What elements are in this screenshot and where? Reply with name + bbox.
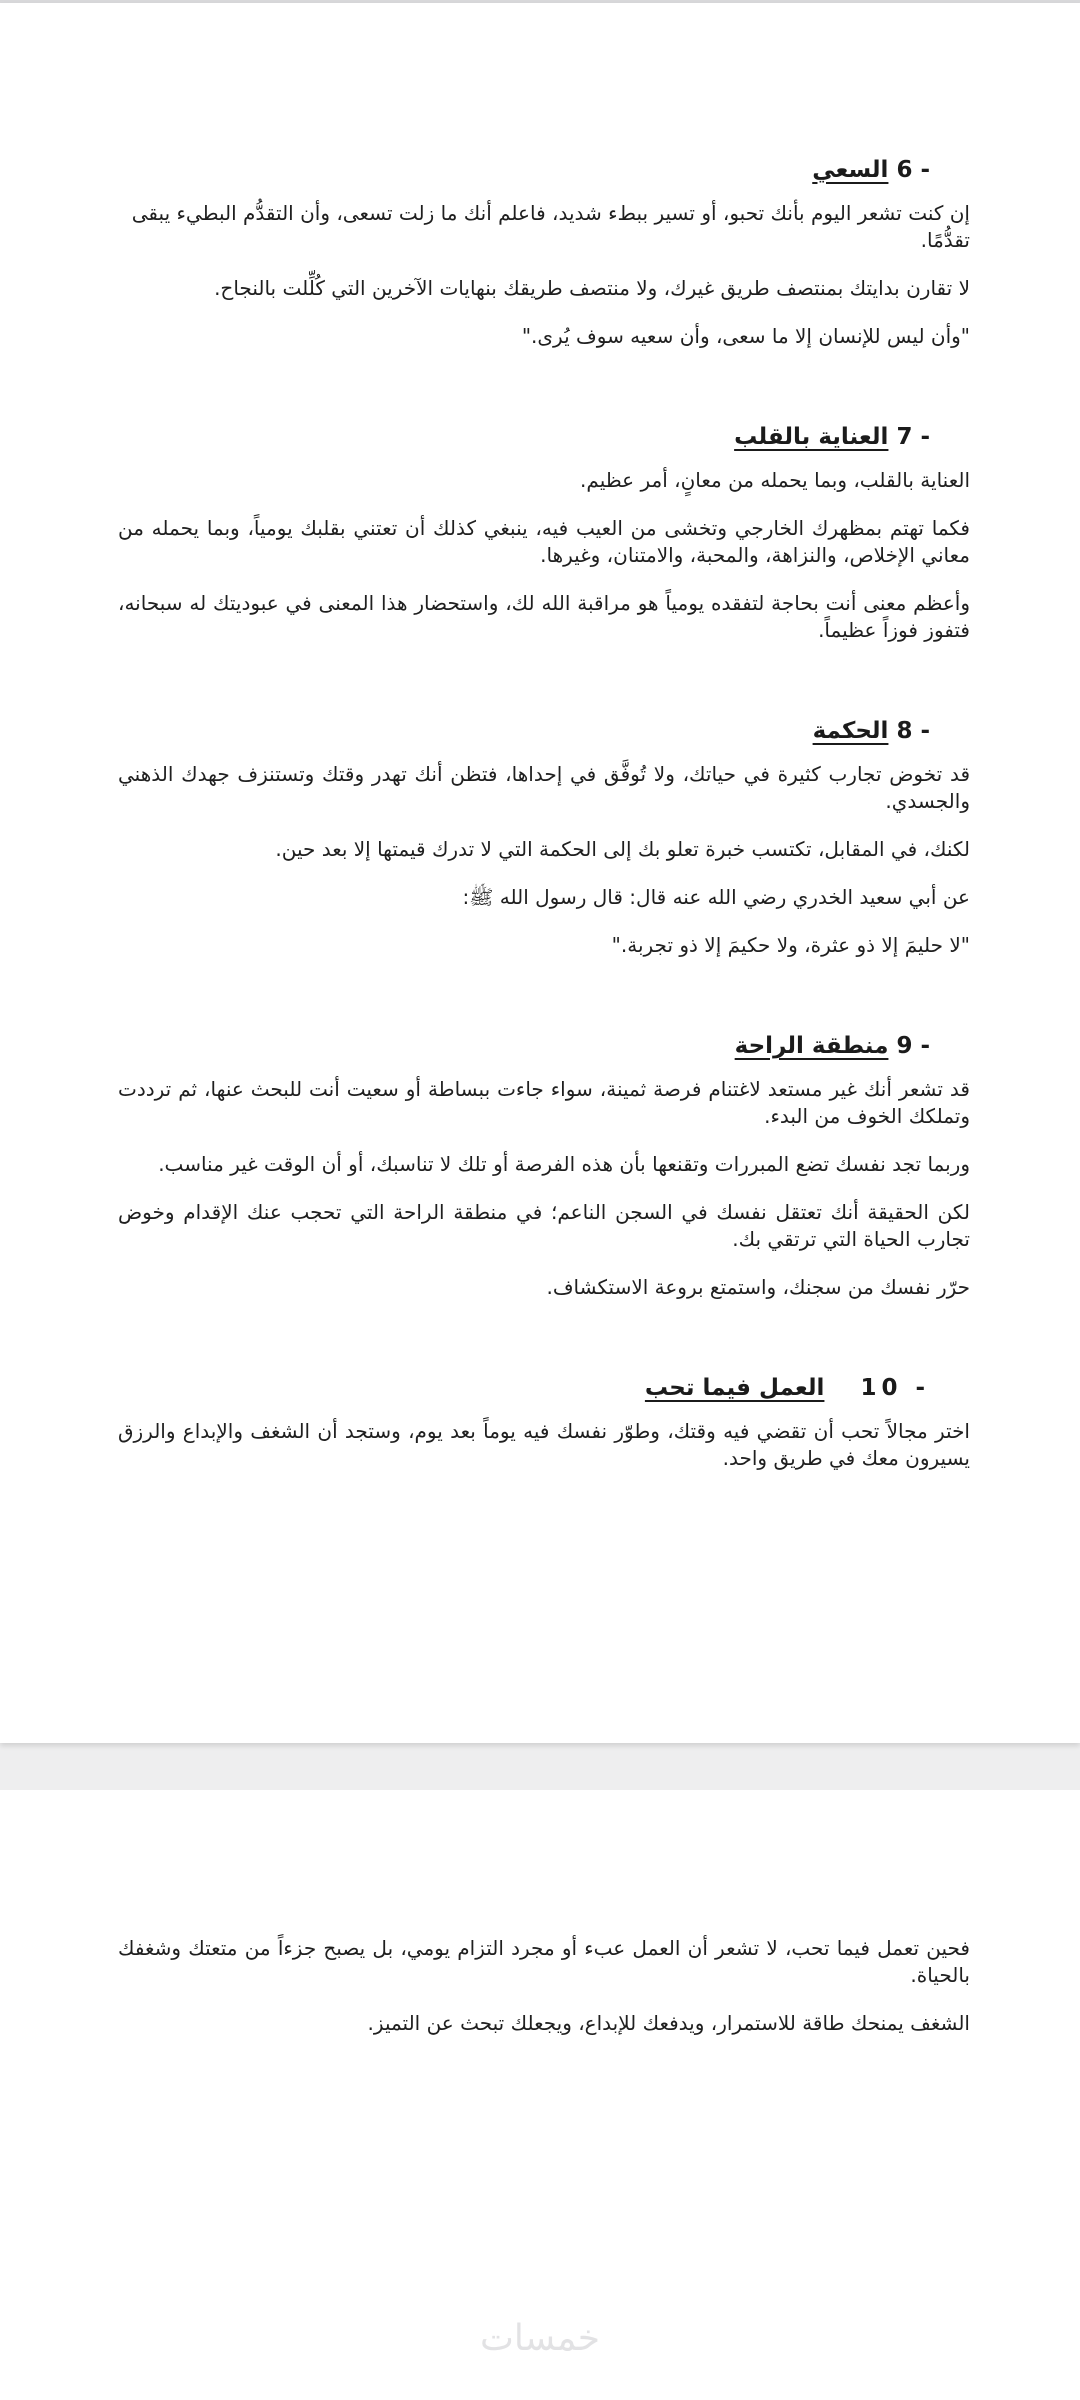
page-1-content <box>118 153 970 1493</box>
quote-paragraph: "وأن ليس للإنسان إلا ما سعى، وأن سعيه سوف يُرى." <box>521 324 970 348</box>
document-page-1[interactable] <box>0 3 1080 1743</box>
section-heading <box>118 420 930 454</box>
paragraph: وربما تجد نفسك تضع المبررات وتقنعها بأن هذه الفرصة أو تلك لا تناسبك، أو أن الوقت غير مناسب. <box>158 1152 970 1176</box>
paragraph: إن كنت تشعر اليوم بأنك تحبو، أو تسير ببطء شديد، فاعلم أنك ما زلت تسعى، وأن التقدُّم البطيء يبقى تقدُّمًا. <box>131 201 970 252</box>
paragraph: العناية بالقلب، وبما يحمله من معانٍ، أمر عظيم. <box>580 468 970 492</box>
paragraph: لكنك، في المقابل، تكتسب خبرة تعلو بك إلى الحكمة التي لا تدرك قيمتها إلا بعد حين. <box>275 837 970 861</box>
paragraph: فكما تهتم بمظهرك الخارجي وتخشى من العيب فيه، ينبغي كذلك أن تعتني بقلبك يومياً، وبما يحمله من معاني الإخلاص، والنزاهة، والمحبة، والامتنان، وغيرها. <box>118 516 970 567</box>
paragraph: قد تشعر أنك غير مستعد لاغتنام فرصة ثمينة، سواء جاءت ببساطة أو سعيت أنت للبحث عنها، ثم ترددت وتملكك الخوف من البدء. <box>118 1077 970 1128</box>
quote-paragraph: "لا حليمَ إلا ذو عثرة، ولا حكيمَ إلا ذو تجربة." <box>611 933 970 957</box>
paragraph: قد تخوض تجارب كثيرة في حياتك، ولا تُوفَّق في إحداها، فتظن أنك تهدر وقتك وتستنزف جهدك الذهني والجسدي. <box>118 762 970 813</box>
section-heading <box>118 1371 930 1405</box>
section-9 <box>118 1029 970 1301</box>
section-title: الحكمة <box>812 718 889 744</box>
paragraph: فحين تعمل فيما تحب، لا تشعر أن العمل عبء أو مجرد التزام يومي، بل يصبح جزءاً من متعتك وشغفك بالحياة. <box>118 1936 970 1987</box>
section-8 <box>118 714 970 959</box>
paragraph: اختر مجالاً تحب أن تقضي فيه وقتك، وطوّر نفسك فيه يوماً بعد يوم، وستجد أن الشغف والإبداع والرزق يسيرون معك في طريق واحد. <box>118 1419 970 1470</box>
paragraph: حرّر نفسك من سجنك، واستمتع بروعة الاستكشاف. <box>546 1275 970 1299</box>
section-6 <box>118 153 970 350</box>
section-number: 7 - <box>896 424 930 450</box>
section-title: السعي <box>812 157 889 183</box>
section-heading <box>118 714 930 748</box>
paragraph: لا تقارن بدايتك بمنتصف طريق غيرك، ولا منتصف طريقك بنهايات الآخرين التي كُلِّلت بالنجاح. <box>214 276 970 300</box>
section-7 <box>118 420 970 644</box>
section-title: منطقة الراحة <box>734 1033 889 1059</box>
section-10 <box>118 1371 970 1472</box>
page-2-content <box>118 1935 970 2058</box>
paragraph: وأعظم معنى أنت بحاجة لتفقده يومياً هو مراقبة الله لك، واستحضار هذا المعنى في عبوديتك له سبحانه، فتفوز فوزاً عظيماً. <box>118 591 970 642</box>
section-title: العمل فيما تحب <box>644 1375 825 1401</box>
section-number: 8 - <box>896 718 930 744</box>
section-number: 9 - <box>896 1033 930 1059</box>
paragraph: عن أبي سعيد الخدري رضي الله عنه قال: قال رسول الله ﷺ: <box>462 885 970 909</box>
watermark-logo: خمسات <box>479 2318 601 2359</box>
section-number: 10 - <box>860 1375 930 1401</box>
document-page-2[interactable] <box>0 1790 1080 2400</box>
section-heading <box>118 153 930 187</box>
section-heading <box>118 1029 930 1063</box>
section-number: 6 - <box>896 157 930 183</box>
paragraph: لكن الحقيقة أنك تعتقل نفسك في السجن الناعم؛ في منطقة الراحة التي تحجب عنك الإقدام وخوض تجارب الحياة التي ترتقي بك. <box>118 1200 970 1251</box>
paragraph: الشغف يمنحك طاقة للاستمرار، ويدفعك للإبداع، ويجعلك تبحث عن التميز. <box>367 2011 970 2035</box>
section-title: العناية بالقلب <box>734 424 889 450</box>
